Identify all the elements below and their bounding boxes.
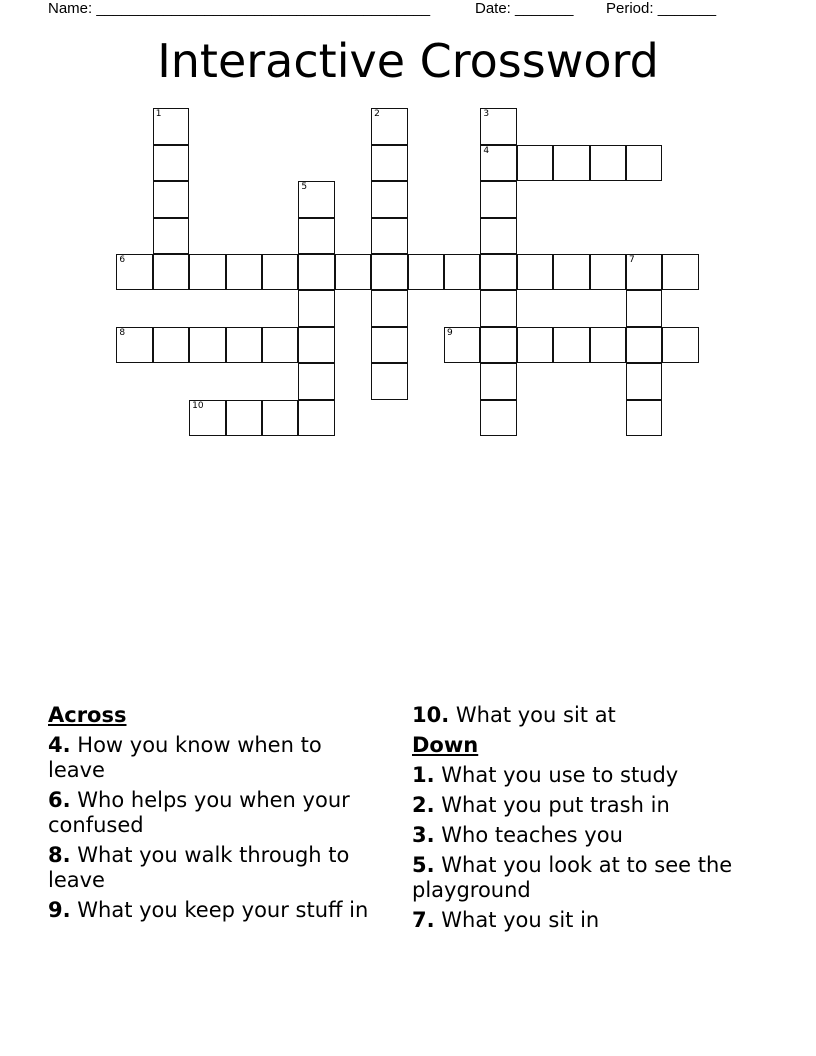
clue-across-10: [412, 703, 752, 728]
cell-number: 2: [374, 109, 380, 120]
grid-cell[interactable]: [371, 363, 407, 399]
down-heading: Down: [412, 733, 479, 757]
grid-cell[interactable]: [371, 145, 407, 181]
grid-cell[interactable]: [371, 327, 407, 363]
clue-number: 3.: [412, 823, 435, 847]
clue-down-5: [412, 853, 752, 903]
grid-cell[interactable]: [298, 400, 334, 436]
grid-cell[interactable]: [335, 254, 371, 290]
grid-cell[interactable]: [590, 327, 626, 363]
grid-cell[interactable]: [298, 181, 334, 217]
grid-cell[interactable]: [408, 254, 444, 290]
grid-cell[interactable]: [226, 254, 262, 290]
name-field[interactable]: Name: ________________________________________: [48, 0, 431, 17]
grid-cell[interactable]: [153, 254, 189, 290]
clue-number: 10.: [412, 703, 450, 727]
grid-cell[interactable]: [480, 327, 516, 363]
clue-down-7: [412, 908, 752, 933]
grid-cell[interactable]: [590, 145, 626, 181]
clue-text: How you know when to leave: [48, 733, 322, 782]
grid-cell[interactable]: [298, 254, 334, 290]
cell-number: 5: [301, 182, 308, 193]
clue-number: 1.: [412, 763, 435, 787]
clue-text: Who helps you when your confused: [48, 788, 350, 837]
period-field[interactable]: Period: _______: [606, 0, 717, 17]
grid-cell[interactable]: [371, 181, 407, 217]
grid-cell[interactable]: [480, 400, 516, 436]
date-field[interactable]: Date: _______: [475, 0, 574, 17]
cell-number: 4: [483, 145, 490, 156]
cell-number: 3: [483, 109, 490, 120]
clue-down-2: [412, 793, 752, 818]
clues-column-left: [48, 703, 378, 928]
clues-column-right: [412, 703, 752, 938]
grid-cell[interactable]: [480, 254, 516, 290]
clue-number: 7.: [412, 908, 435, 932]
grid-cell[interactable]: [517, 145, 553, 181]
grid-cell[interactable]: [626, 400, 662, 436]
clue-down-3: [412, 823, 752, 848]
across-heading: Across: [48, 703, 127, 727]
grid-cell[interactable]: [153, 181, 189, 217]
clue-number: 4.: [48, 733, 71, 757]
grid-cell[interactable]: [444, 327, 480, 363]
clue-text: What you walk through to leave: [48, 843, 350, 892]
grid-cell[interactable]: [626, 327, 662, 363]
grid-cell[interactable]: [371, 218, 407, 254]
grid-cell[interactable]: [262, 400, 298, 436]
grid-cell[interactable]: [480, 181, 516, 217]
clue-number: 8.: [48, 843, 71, 867]
grid-cell[interactable]: [262, 327, 298, 363]
grid-cell[interactable]: [153, 327, 189, 363]
worksheet-header: [48, 0, 748, 20]
grid-cell[interactable]: [371, 290, 407, 326]
clue-text: What you sit at: [455, 703, 616, 727]
grid-cell[interactable]: [153, 108, 189, 144]
grid-cell[interactable]: [116, 327, 152, 363]
grid-cell[interactable]: [153, 218, 189, 254]
grid-cell[interactable]: [298, 218, 334, 254]
clue-text: What you put trash in: [441, 793, 670, 817]
clue-across-6: [48, 788, 378, 838]
clue-across-8: [48, 843, 378, 893]
grid-cell[interactable]: [480, 363, 516, 399]
grid-cell[interactable]: [298, 290, 334, 326]
grid-cell[interactable]: [480, 218, 516, 254]
clue-text: What you keep your stuff in: [77, 898, 369, 922]
grid-cell[interactable]: [262, 254, 298, 290]
grid-cell[interactable]: [116, 254, 152, 290]
clue-down-1: [412, 763, 752, 788]
cell-number: 6: [119, 254, 126, 265]
cell-number: 7: [628, 254, 635, 265]
grid-cell[interactable]: [626, 254, 662, 290]
grid-cell[interactable]: [626, 145, 662, 181]
clue-number: 9.: [48, 898, 71, 922]
grid-cell[interactable]: [226, 327, 262, 363]
crossword-grid: [117, 109, 699, 439]
grid-cell[interactable]: [298, 363, 334, 399]
grid-cell[interactable]: [662, 327, 698, 363]
grid-cell[interactable]: [153, 145, 189, 181]
clue-across-4: [48, 733, 378, 783]
grid-cell[interactable]: [189, 254, 225, 290]
grid-cell[interactable]: [189, 327, 225, 363]
cell-number: 8: [119, 327, 126, 338]
clue-across-9: [48, 898, 378, 923]
grid-cell[interactable]: [444, 254, 480, 290]
clue-text: Who teaches you: [441, 823, 623, 847]
clue-number: 6.: [48, 788, 71, 812]
grid-cell[interactable]: [626, 290, 662, 326]
grid-cell[interactable]: [553, 327, 589, 363]
clue-number: 2.: [412, 793, 435, 817]
grid-cell[interactable]: [553, 254, 589, 290]
grid-cell[interactable]: [590, 254, 626, 290]
grid-cell[interactable]: [662, 254, 698, 290]
clue-number: 5.: [412, 853, 435, 877]
clue-text: What you use to study: [441, 763, 679, 787]
clue-text: What you sit in: [441, 908, 600, 932]
grid-cell[interactable]: [553, 145, 589, 181]
cell-number: 9: [446, 327, 453, 338]
grid-cell[interactable]: [517, 254, 553, 290]
cell-number: 1: [155, 109, 162, 120]
grid-cell[interactable]: [371, 254, 407, 290]
grid-cell[interactable]: [298, 327, 334, 363]
cell-number: 10: [192, 400, 204, 411]
grid-cell[interactable]: [517, 327, 553, 363]
clue-text: What you look at to see the playground: [412, 853, 733, 902]
grid-cell[interactable]: [371, 108, 407, 144]
grid-cell[interactable]: [480, 108, 516, 144]
grid-cell[interactable]: [626, 363, 662, 399]
grid-cell[interactable]: [480, 145, 516, 181]
grid-cell[interactable]: [226, 400, 262, 436]
grid-cell[interactable]: [480, 290, 516, 326]
grid-cell[interactable]: [189, 400, 225, 436]
page-title: Interactive Crossword: [157, 34, 659, 88]
